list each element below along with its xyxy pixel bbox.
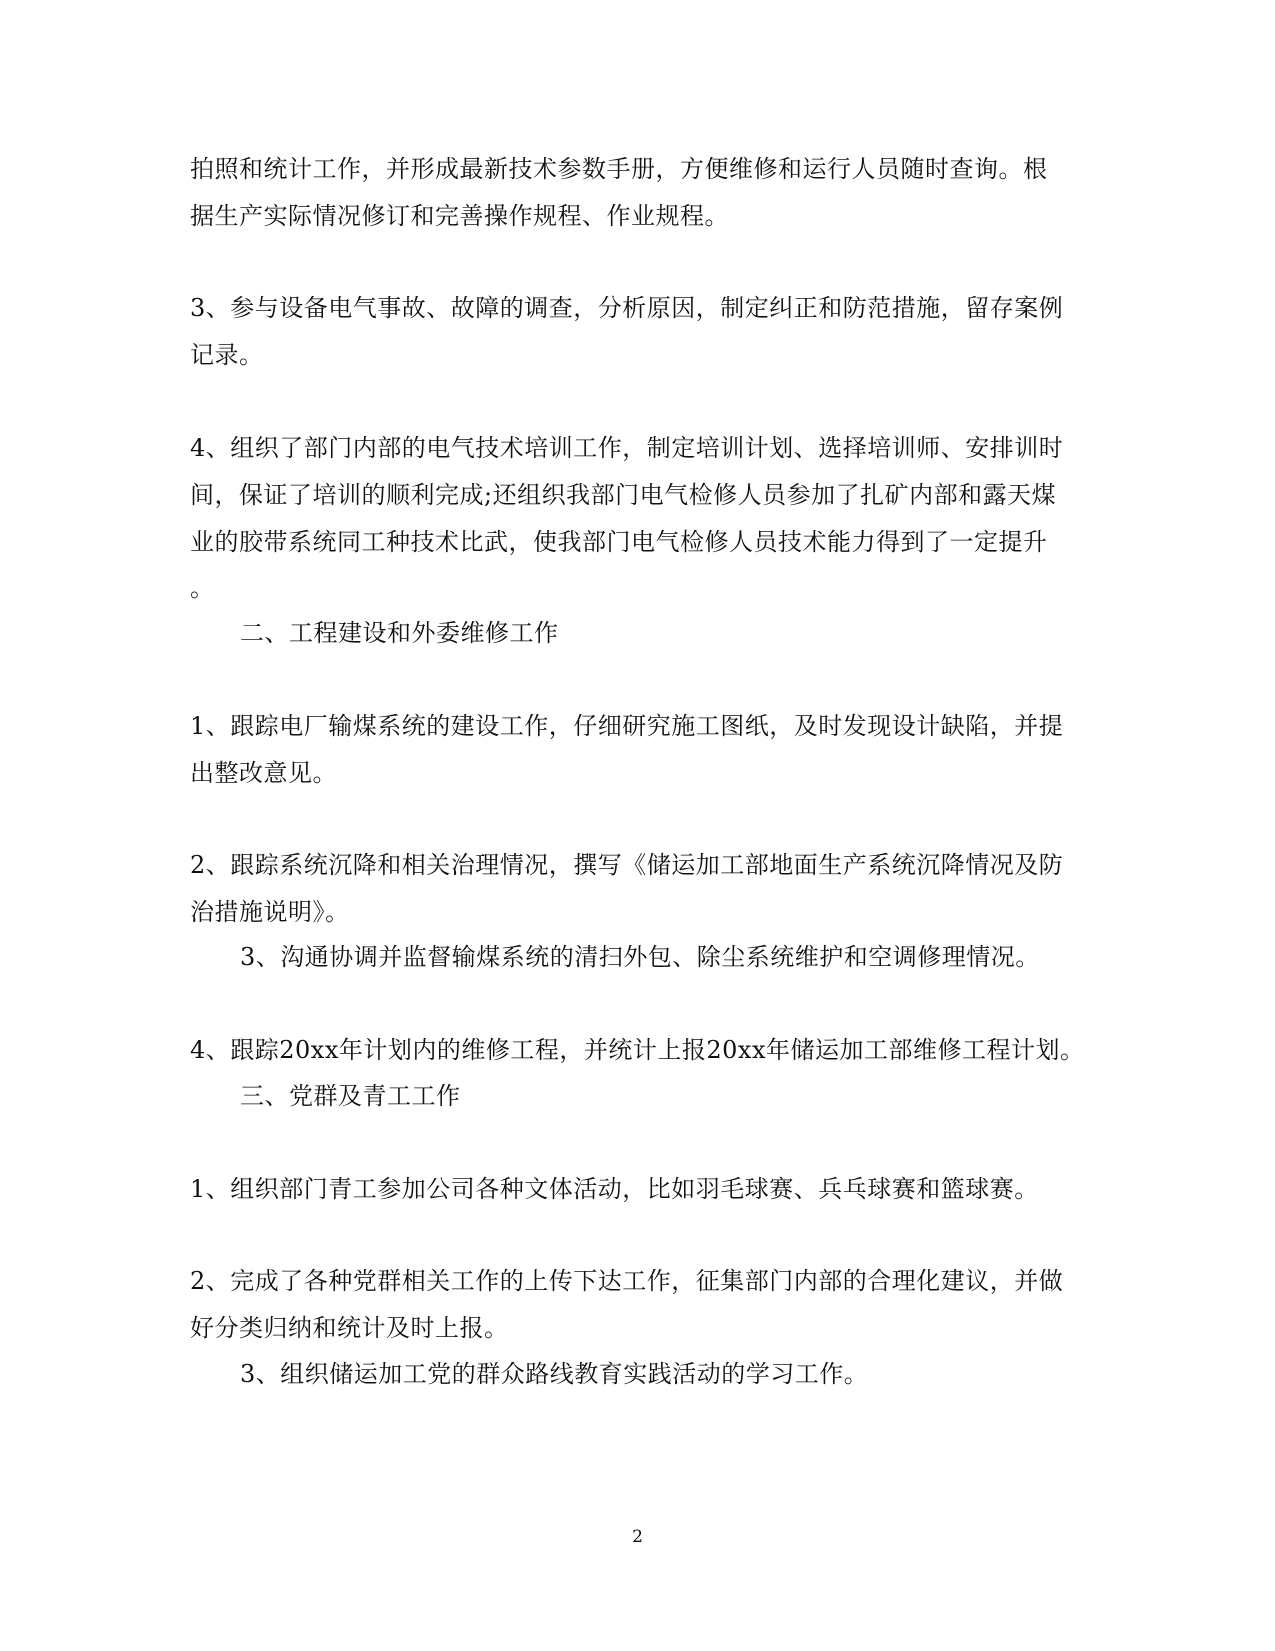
page-number: 2 bbox=[632, 1527, 643, 1547]
text-line: 治措施说明》。 bbox=[190, 898, 350, 926]
text-line: 1、跟踪电厂输煤系统的建设工作，仔细研究施工图纸，及时发现设计缺陷，并提 bbox=[190, 712, 1064, 740]
text-line: 3、沟通协调并监督输煤系统的清扫外包、除尘系统维护和空调修理情况。 bbox=[240, 943, 1040, 971]
text-line: 据生产实际情况修订和完善操作规程、作业规程。 bbox=[190, 202, 729, 230]
text-line: 3、参与设备电气事故、故障的调查，分析原因，制定纠正和防范措施，留存案例 bbox=[190, 294, 1064, 322]
text-line: 记录。 bbox=[190, 341, 264, 369]
text-line: 2、完成了各种党群相关工作的上传下达工作，征集部门内部的合理化建议，并做 bbox=[190, 1267, 1064, 1295]
text-line: 4、组织了部门内部的电气技术培训工作，制定培训计划、选择培训师、安排训时 bbox=[190, 434, 1064, 462]
text-line: 2、跟踪系统沉降和相关治理情况，撰写《储运加工部地面生产系统沉降情况及防 bbox=[190, 851, 1064, 879]
text-line: 业的胶带系统同工种技术比武，使我部门电气检修人员技术能力得到了一定提升 bbox=[190, 528, 1048, 556]
text-line: 拍照和统计工作，并形成最新技术参数手册，方便维修和运行人员随时查询。根 bbox=[190, 155, 1048, 183]
text-line: 4、跟踪20xx年计划内的维修工程，并统计上报20xx年储运加工部维修工程计划。 bbox=[190, 1036, 1085, 1064]
text-line: 1、组织部门青工参加公司各种文体活动，比如羽毛球赛、兵乓球赛和篮球赛。 bbox=[190, 1175, 1039, 1203]
text-line: 间，保证了培训的顺利完成;还组织我部门电气检修人员参加了扎矿内部和露天煤 bbox=[190, 481, 1057, 509]
text-line: 出整改意见。 bbox=[190, 759, 337, 787]
text-line: 。 bbox=[190, 574, 215, 602]
section-heading: 三、党群及青工工作 bbox=[240, 1082, 461, 1110]
section-heading: 二、工程建设和外委维修工作 bbox=[240, 619, 559, 647]
text-line: 好分类归纳和统计及时上报。 bbox=[190, 1314, 509, 1342]
text-line: 3、组织储运加工党的群众路线教育实践活动的学习工作。 bbox=[240, 1360, 869, 1388]
